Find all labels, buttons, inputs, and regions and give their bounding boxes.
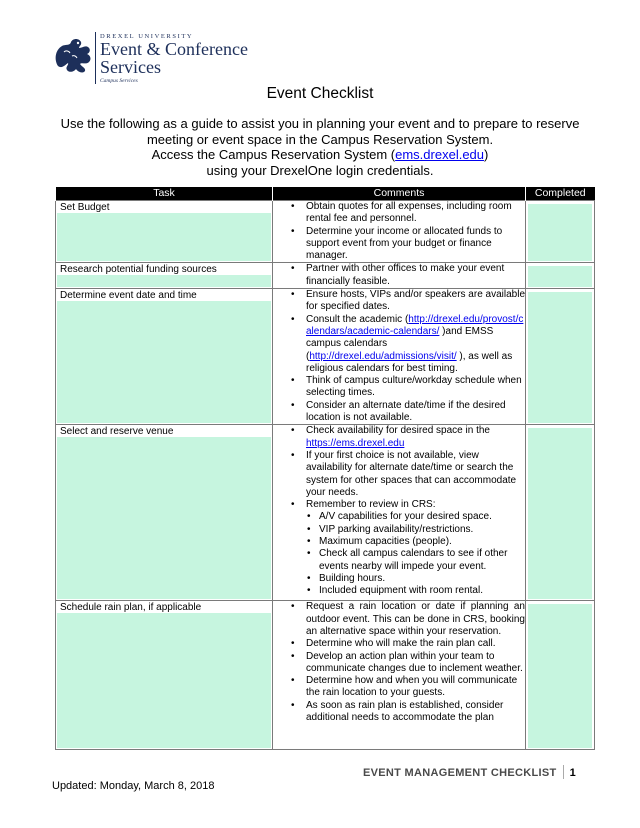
consult-text-end: ), as well as religious calendars for best timing. [306, 350, 513, 374]
logo-subtitle: Campus Services [100, 78, 138, 84]
task-cell [56, 201, 273, 263]
intro-line-3-prefix: Access the Campus Reservation System ( [151, 147, 396, 162]
list-item: • Determine your income or allocated funds to support event from your budget or finance manager. [306, 226, 525, 263]
page-title: Event Checklist [266, 85, 374, 102]
comments-list [273, 601, 525, 724]
task-shading [57, 437, 271, 599]
drexel-event-services-logo [52, 30, 262, 88]
header-comments: Comments [273, 187, 526, 201]
list-item [306, 425, 525, 450]
comments-list [273, 201, 525, 262]
completed-shading [528, 266, 592, 287]
task-label: Determine event date and time [60, 290, 197, 302]
completed-shading [528, 204, 592, 261]
list-item: • Develop an action plan within your team to communicate changes due to inclement weather. [306, 651, 525, 676]
table-row [56, 263, 595, 289]
comments-cell [273, 425, 526, 601]
completed-checkbox[interactable] [526, 201, 595, 263]
sub-list-item: • Check all campus calendars to see if other events nearby will impede your event. [319, 548, 525, 573]
table-header-row [56, 187, 595, 201]
admissions-visit-link[interactable]: http://drexel.edu/admissions/visit/ [309, 350, 457, 362]
completed-checkbox[interactable] [526, 289, 595, 425]
task-shading [57, 613, 271, 748]
sub-list-item: • Maximum capacities (people). [319, 536, 525, 548]
list-item: • If your first choice is not available, view availability for alternate date/time or search the system for other spaces that can accommodate your needs. [306, 450, 525, 499]
header-task: Task [56, 187, 273, 201]
task-label: Set Budget [60, 202, 110, 213]
task-cell [56, 425, 273, 601]
ems-link[interactable]: ems.drexel.edu [395, 147, 485, 162]
review-heading: Remember to review in CRS: [306, 499, 436, 511]
comments-list [273, 425, 525, 597]
comments-cell [273, 601, 526, 750]
completed-shading [528, 292, 592, 423]
logo-wordmark [100, 30, 248, 84]
list-item: • Partner with other offices to make your event financially feasible. [306, 263, 525, 288]
checklist-table [55, 187, 595, 750]
table-row [56, 289, 595, 425]
task-shading [57, 301, 271, 423]
task-cell [56, 289, 273, 425]
completed-checkbox[interactable] [526, 601, 595, 750]
intro-line-2: meeting or event space in the Campus Reservation System. [146, 131, 494, 147]
list-item: • Determine who will make the rain plan call. [306, 638, 525, 650]
list-item: • Consider an alternate date/time if the desired location is not available. [306, 400, 525, 425]
academic-calendar-link[interactable]: http://drexel.edu/provost/calendars/academic-calendars/ [306, 313, 524, 337]
sub-list-item: • Building hours. [319, 573, 525, 585]
header-completed: Completed [526, 187, 595, 201]
footer-title-text: EVENT MANAGEMENT CHECKLIST [362, 767, 557, 779]
logo-line-1: Event & Conference [100, 39, 248, 59]
task-cell [56, 601, 273, 750]
list-item [306, 314, 525, 375]
task-cell [56, 263, 273, 289]
logo-university: DREXEL UNIVERSITY [100, 33, 194, 40]
table-row [56, 201, 595, 263]
comments-list [273, 289, 525, 424]
dragon-icon [52, 36, 94, 76]
completed-checkbox[interactable] [526, 425, 595, 601]
page-number: 1 [569, 767, 576, 779]
intro-line-3 [40, 147, 600, 163]
list-item: • As soon as rain plan is established, consider additional needs to accommodate the plan [306, 700, 525, 725]
footer-title [363, 765, 576, 779]
task-label: Research potential funding sources [60, 264, 217, 276]
completed-checkbox[interactable] [526, 263, 595, 289]
task-label: Schedule rain plan, if applicable [60, 602, 202, 614]
comments-cell [273, 263, 526, 289]
list-item: • Determine how and when you will communicate the rain location to your guests. [306, 675, 525, 700]
consult-text: Consult the academic ( [306, 313, 409, 325]
logo-line-2: Services [100, 57, 161, 77]
task-shading [57, 213, 271, 261]
list-item [306, 499, 525, 597]
table-row [56, 601, 595, 750]
logo-divider [95, 32, 96, 84]
footer-divider [563, 765, 564, 779]
sub-list-item: • Included equipment with room rental. [319, 585, 525, 597]
sub-list-item: • VIP parking availability/restrictions. [319, 524, 525, 536]
list-item: • Obtain quotes for all expenses, including room rental fee and personnel. [306, 201, 525, 226]
consult-text-mid: )and EMSS campus calendars ( [306, 325, 494, 362]
comments-list [273, 263, 525, 288]
intro-line-4: using your DrexelOne login credentials. [206, 162, 434, 178]
list-item: • Request a rain location or date if planning an outdoor event. This can be done in CRS, booking an alternative space within your reservation. [306, 601, 525, 638]
ems-drexel-link[interactable]: https://ems.drexel.edu [306, 437, 405, 449]
review-sublist [306, 511, 525, 597]
table-row [56, 425, 595, 601]
intro-text [40, 116, 600, 178]
comments-cell [273, 289, 526, 425]
list-item: • Think of campus culture/workday schedule when selecting times. [306, 375, 525, 400]
sub-list-item: • A/V capabilities for your desired space. [319, 511, 525, 523]
updated-date: Updated: Monday, March 8, 2018 [52, 780, 215, 792]
availability-text: Check availability for desired space in the [306, 425, 490, 437]
comments-cell [273, 201, 526, 263]
task-label: Select and reserve venue [60, 426, 174, 438]
task-shading [57, 275, 271, 287]
intro-line-3-suffix: ) [484, 147, 489, 162]
completed-shading [528, 604, 592, 748]
list-item: • Ensure hosts, VIPs and/or speakers are available for specified dates. [306, 289, 525, 314]
intro-line-1: Use the following as a guide to assist you in planning your event and to prepare to reserve [60, 116, 580, 131]
completed-shading [528, 428, 592, 599]
